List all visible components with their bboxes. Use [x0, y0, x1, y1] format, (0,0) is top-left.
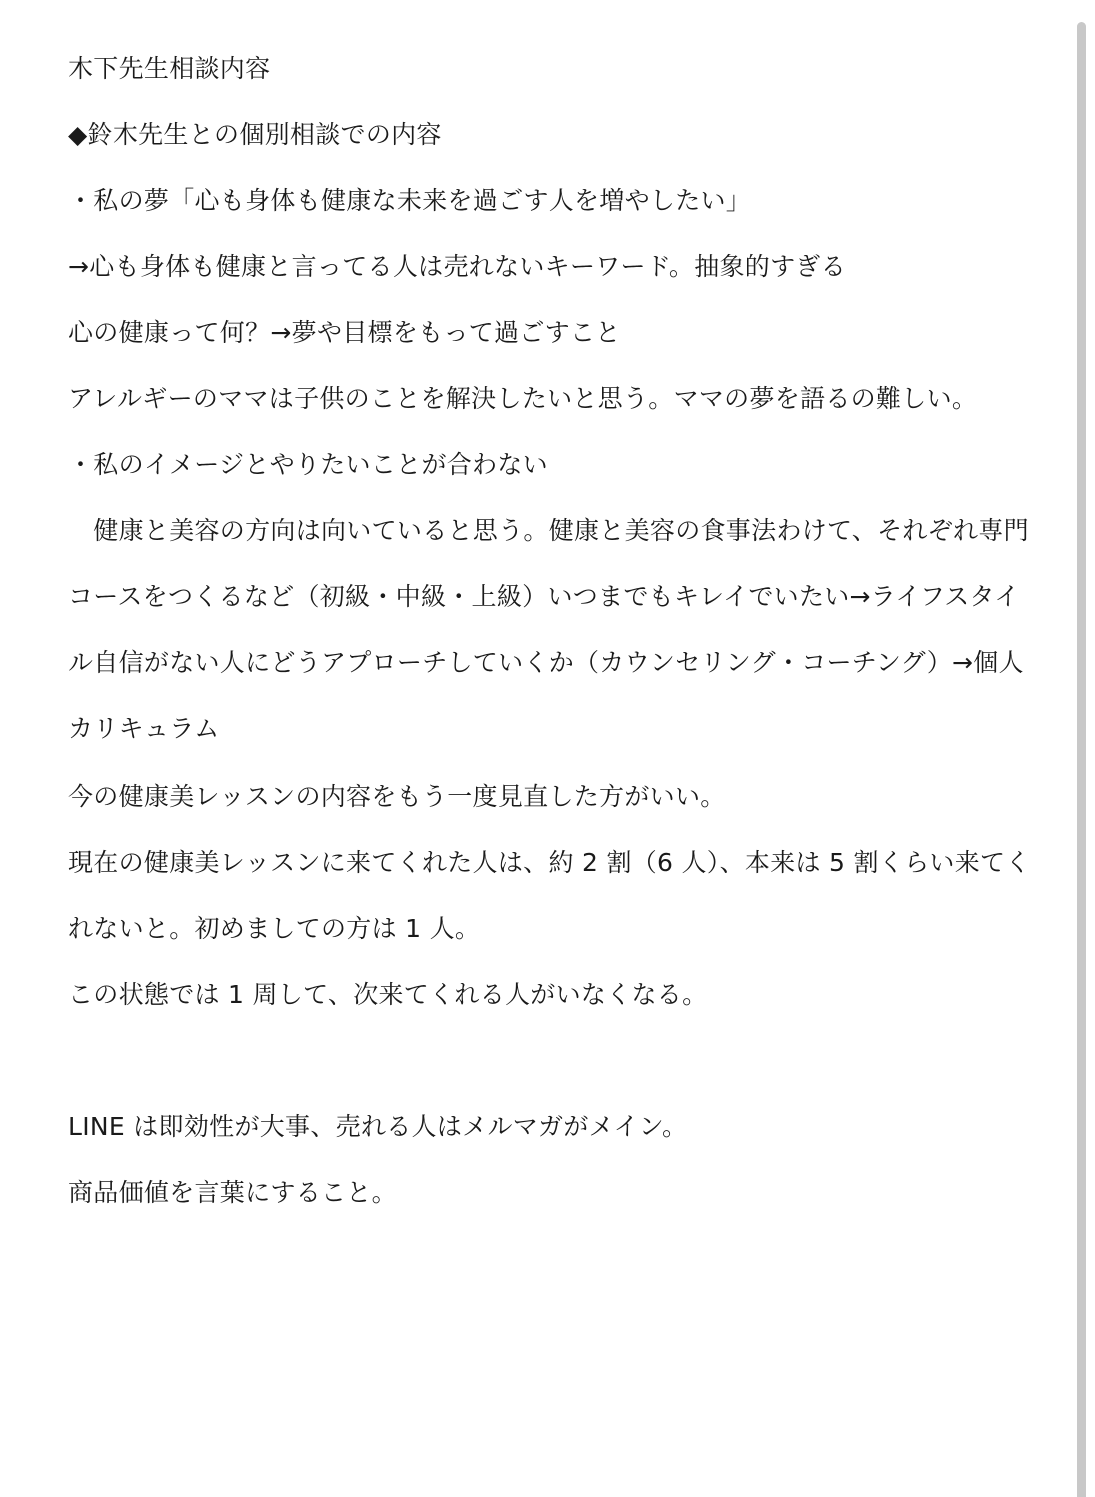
document-line: れないと。初めましての方は 1 人。 — [68, 914, 481, 943]
document-line: 心の健康って何？→夢や目標をもって過ごすこと — [68, 318, 621, 347]
document-line: 商品価値を言葉にすること。 — [68, 1178, 397, 1207]
document-line: 現在の健康美レッスンに来てくれた人は、約 2 割（6 人）、本来は 5 割くらい来てく — [68, 848, 1031, 877]
document-line: ・私の夢「心も身体も健康な未来を過ごす人を増やしたい」 — [68, 186, 752, 215]
document-line: この状態では 1 周して、次来てくれる人がいなくなる。 — [68, 980, 708, 1009]
vertical-scrollbar[interactable] — [1077, 22, 1086, 1497]
document-line: 健康と美容の方向は向いていると思う。健康と美容の食事法わけて、それぞれ専門 — [68, 516, 1029, 545]
document-line: LINE は即効性が大事、売れる人はメルマガがメイン。 — [68, 1112, 688, 1141]
document-line: コースをつくるなど（初級・中級・上級）いつまでもキレイでいたい→ライフスタイ — [68, 582, 1020, 611]
document-title: 木下先生相談内容 — [68, 54, 271, 83]
document-line: 今の健康美レッスンの内容をもう一度見直した方がいい。 — [68, 782, 726, 811]
document-line: カリキュラム — [68, 714, 220, 743]
document-line: →心も身体も健康と言ってる人は売れないキーワード。抽象的すぎる — [68, 252, 846, 281]
document-line: ル自信がない人にどうアプローチしていくか（カウンセリング・コーチング）→個人 — [68, 648, 1024, 677]
document-line: ・私のイメージとやりたいことが合わない — [68, 450, 548, 479]
section-heading: ◆鈴木先生との個別相談での内容 — [68, 120, 442, 149]
document-line: アレルギーのママは子供のことを解決したいと思う。ママの夢を語るの難しい。 — [68, 384, 978, 413]
